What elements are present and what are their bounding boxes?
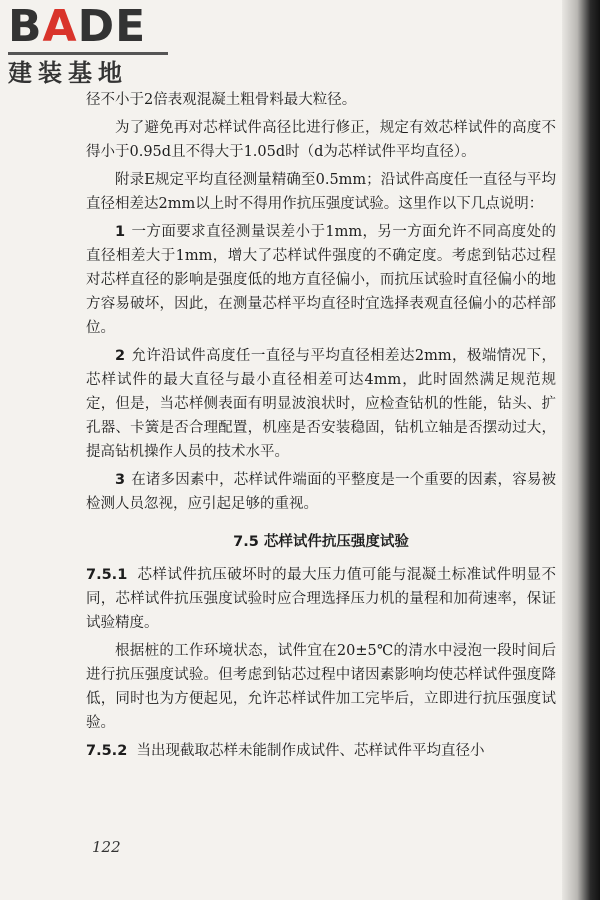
paragraph: 附录E规定平均直径测量精确至0.5mm；沿试件高度任一直径与平均直径相差达2mm以上时不得用作抗压强度试验。这里作以下几点说明： xyxy=(86,172,556,212)
paragraph: 根据桩的工作环境状态，试件宜在20±5℃的清水中浸泡一段时间后进行抗压强度试验。但考虑到钻芯过程中诸因素影响均使芯样试件强度降低，同时也为方便起见，允许芯样试件加工完毕后，立即进行抗压强度试验。 xyxy=(86,643,556,731)
clause: 7.5.1 芯样试件抗压破坏时的最大压力值可能与混凝土标准试件明显不同，芯样试件抗压强度试验时应合理选择压力机的量程和加荷速率，保证试验精度。 xyxy=(86,567,557,631)
logo xyxy=(8,1,188,87)
item-number: 2 xyxy=(115,348,126,364)
list-item: 3 在诸多因素中，芯样试件端面的平整度是一个重要的因素，容易被检测人员忽视，应引起足够的重视。 xyxy=(86,472,556,512)
paragraph: 为了避免再对芯样试件高径比进行修正，规定有效芯样试件的高度不得小于0.95d且不得大于1.05d时（d为芯样试件平均直径）。 xyxy=(86,120,556,160)
item-number: 1 xyxy=(115,224,126,240)
page-number: 122 xyxy=(92,838,121,856)
logo-brand-text: BADE xyxy=(8,1,147,52)
page-edge-shadow xyxy=(562,0,600,900)
list-item: 2 允许沿试件高度任一直径与平均直径相差达2mm，极端情况下，芯样试件的最大直径与最小直径相差可达4mm，此时固然满足规范规定，但是，当芯样侧表面有明显波浪状时，应检查钻机的性能，钻头、扩孔器、卡簧是否合理配置，机座是否安装稳固，钻机立轴是否摆动过大，提高钻机操作人员的技术水平。 xyxy=(86,348,556,460)
clause-number: 7.5.2 xyxy=(86,743,128,759)
section-heading: 7.5 芯样试件抗压强度试验 xyxy=(233,534,409,550)
clause: 7.5.2 当出现截取芯样未能制作成试件、芯样试件平均直径小 xyxy=(86,743,485,759)
paragraph: 径不小于2倍表观混凝土粗骨料最大粒径。 xyxy=(86,92,357,108)
logo-subtitle: 建装基地 xyxy=(8,59,128,87)
clause-number: 7.5.1 xyxy=(86,567,128,583)
item-number: 3 xyxy=(115,472,126,488)
logo-divider xyxy=(8,52,168,55)
list-item: 1 一方面要求直径测量误差小于1mm，另一方面允许不同高度处的直径相差大于1mm，增大了芯样试件强度的不确定度。考虑到钻芯过程对芯样直径的影响是强度低的地方直径偏小，而抗压试验时直径偏小的地方容易破坏，因此，在测量芯样平均直径时宜选择表观直径偏小的芯样部位。 xyxy=(86,224,556,336)
logo-brand xyxy=(8,1,188,52)
page-body xyxy=(86,88,556,763)
